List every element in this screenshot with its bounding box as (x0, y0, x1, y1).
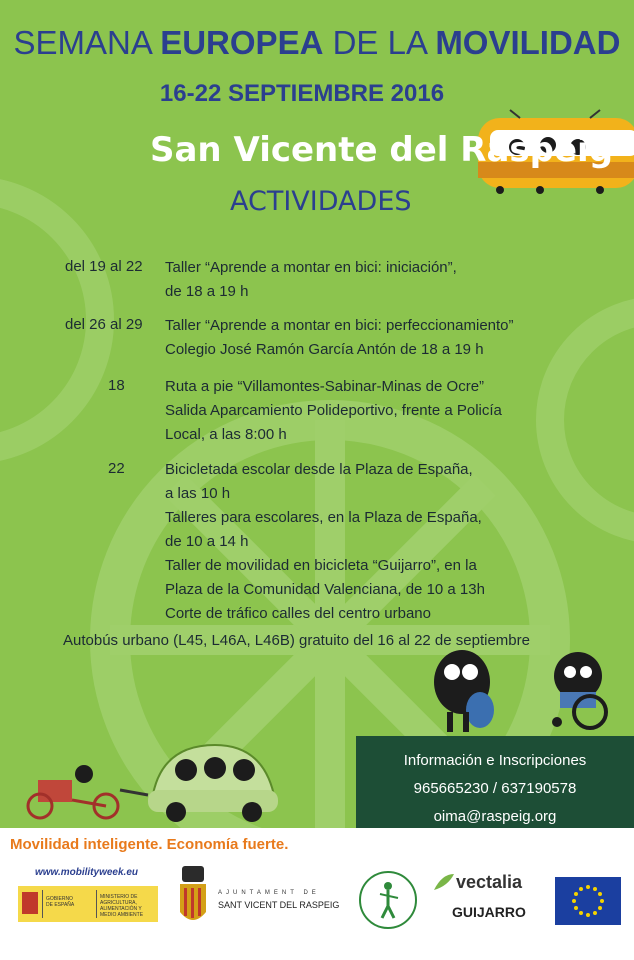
info-title: Información e Inscripciones (403, 752, 587, 769)
title-part-1: SEMANA (13, 24, 161, 61)
vectalia-leaf-icon (432, 872, 456, 894)
activity-description (165, 458, 485, 626)
walking-character-icon (434, 650, 494, 732)
activity-line: Plaza de la Comunidad Valenciana, de 10 a 13h (165, 581, 485, 598)
activity-line: de 18 a 19 h (165, 283, 249, 300)
hiking-club-logo (358, 866, 418, 932)
activity-when: 18 (108, 377, 125, 394)
activity-line: Bicicletada escolar desde la Plaza de España, (165, 461, 473, 478)
vectalia-logo: vectalia (456, 872, 523, 892)
activity-when: del 26 al 29 (65, 316, 143, 333)
ministry-name: MINISTERIO DE AGRICULTURA, ALIMENTACIÓN Y MEDIO AMBIENTE (100, 894, 144, 918)
slogan: Movilidad inteligente. Economía fuerte. (10, 836, 289, 853)
title-part-2: EUROPEA (160, 24, 324, 61)
wheelchair-character-icon (552, 652, 606, 728)
government-name: GOBIERNO DE ESPAÑA (46, 896, 75, 908)
activity-when: del 19 al 22 (65, 258, 143, 275)
activity-line: Taller “Aprende a montar en bici: perfeccionamiento” (165, 317, 514, 334)
title-part-3: DE LA (323, 24, 436, 61)
info-phones: 965665230 / 637190578 (413, 780, 577, 797)
activity-line: Local, a las 8:00 h (165, 426, 287, 443)
activity-line: Corte de tráfico calles del centro urbano (165, 605, 431, 622)
activity-when: 22 (108, 460, 125, 477)
event-dates: 16-22 SEPTIEMBRE 2016 (159, 80, 445, 107)
activity-description (165, 314, 514, 362)
section-heading: ACTIVIDADES (230, 186, 412, 217)
guijarro-logo: GUIJARRO (452, 904, 526, 920)
website-link[interactable]: www.mobilityweek.eu (35, 867, 138, 878)
right-wheel-icon (550, 310, 634, 530)
activity-line: Salida Aparcamiento Polideportivo, frente a Policía (165, 402, 502, 419)
activity-line: Taller “Aprende a montar en bici: iniciación”, (165, 259, 457, 276)
activity-description (165, 256, 457, 304)
eu-flag-icon (555, 877, 621, 925)
city-name: San Vicente del Raspeig (150, 130, 614, 170)
bus-note: Autobús urbano (L45, L46A, L46B) gratuito del 16 al 22 de septiembre (63, 632, 530, 649)
activity-description (165, 375, 502, 447)
info-email[interactable]: oima@raspeig.org (433, 808, 557, 825)
activity-line: Ruta a pie “Villamontes-Sabinar-Minas de Ocre” (165, 378, 485, 395)
activity-line: Colegio José Ramón García Antón de 18 a 19 h (165, 341, 484, 358)
council-name-a: AJUNTAMENT DE (218, 890, 320, 896)
council-coat-of-arms-icon (176, 866, 210, 932)
event-title (0, 24, 634, 62)
cargo-bike-icon (28, 765, 118, 818)
activity-line: Taller de movilidad en bicicleta “Guijarro”, en la (165, 557, 477, 574)
activity-line: a las 10 h (165, 485, 231, 502)
activity-line: Talleres para escolares, en la Plaza de España, (165, 509, 482, 526)
title-part-4: MOVILIDAD (435, 24, 621, 61)
council-name-b: SANT VICENT DEL RASPEIG (218, 900, 340, 910)
activity-line: de 10 a 14 h (165, 533, 249, 550)
